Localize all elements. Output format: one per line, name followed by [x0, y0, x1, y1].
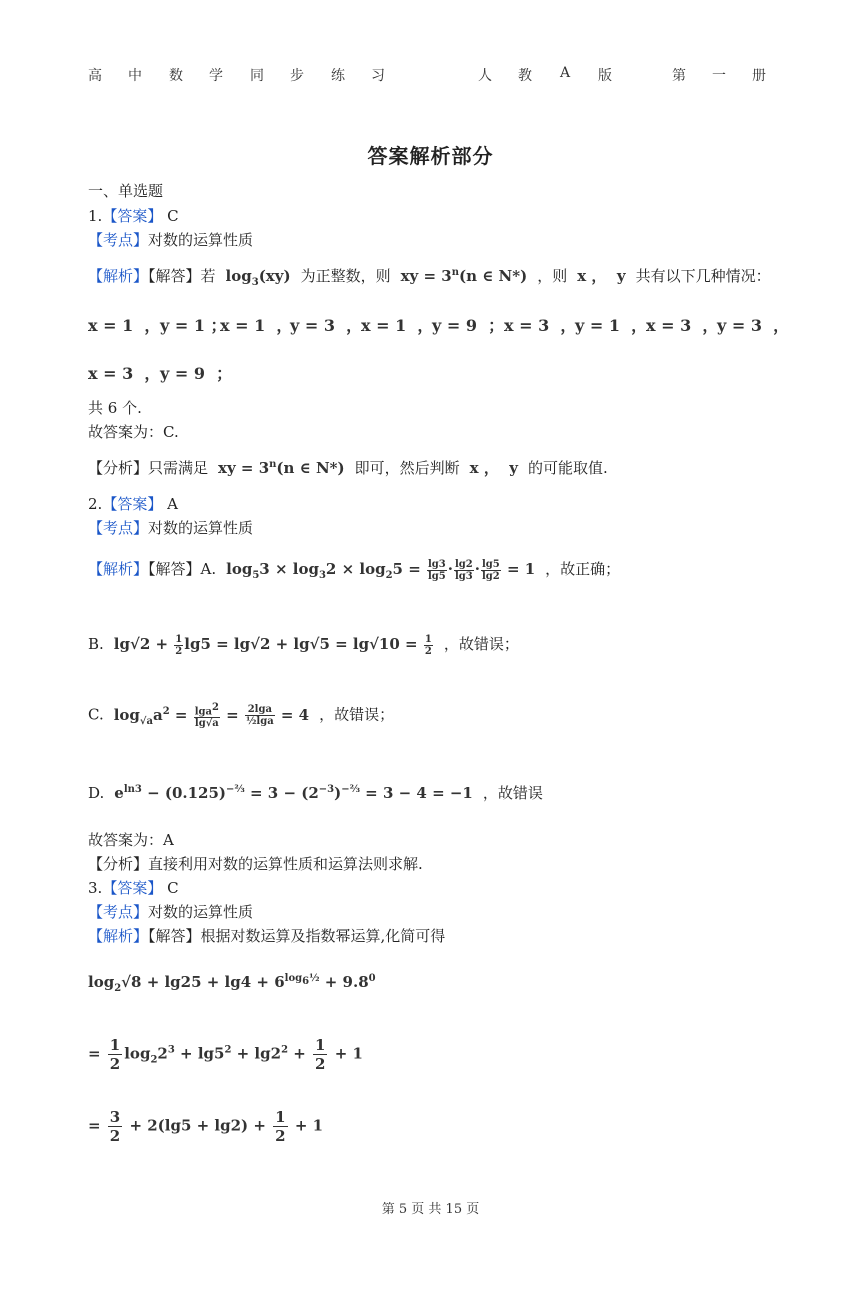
analysis-tag: 【解析】 [88, 560, 149, 578]
header-char: 数 [169, 68, 183, 84]
solve-tag: 【解答】若 [148, 267, 216, 285]
analysis-text: 为正整数，则 [300, 267, 391, 285]
math-formula: $\log_3(xy)$ [220, 267, 296, 288]
header-char: 步 [290, 68, 304, 84]
answer-value: C [162, 879, 179, 897]
answer-value: C [162, 207, 179, 225]
option-end: ，故正确； [545, 560, 621, 578]
fenxi-end: 的可能取值. [528, 459, 608, 477]
analysis-text: ，则 [537, 267, 568, 285]
math-formula: $\log_{√a}a^2$ = $\frac{\lg a^2}{\lg√a}$ = $\frac{2\lg a}{\text{½lga}}$ = 4 [108, 702, 315, 730]
solve-text: 【解答】根据对数运算及指数幂运算,化简可得 [148, 927, 446, 945]
answer-tag: 【答案】 [102, 879, 163, 897]
q3-point-line [88, 901, 253, 922]
q1-conclusion: 故答案为：C. [88, 423, 179, 441]
header-char: 学 [209, 68, 223, 84]
q1-analysis-line [88, 265, 771, 288]
answer-tag: 【答案】 [102, 207, 163, 225]
analysis-tag: 【解析】 [88, 267, 149, 285]
point-text: 对数的运算性质 [148, 903, 254, 921]
q3-formula-1: $\log_2√8 + \lg 25 + \lg 4 + 6^{log_6\frac{1}{2}} + 9.8^0$ [88, 973, 376, 994]
math-formula: lg√2 + $\frac{1}{2}$ lg5 = lg√2 + lg√5 = lg√10 = $\frac{1}{2}$ [108, 633, 432, 657]
point-text: 对数的运算性质 [148, 231, 254, 249]
fenxi-tag: 【分析】只需满足 [88, 459, 209, 477]
option-label: D. [88, 784, 105, 802]
q3-formula-2: = $\frac{1}{2}$ $\log_22^3 + \lg 5^2 + \lg 2^2$ + $\frac{1}{2}$ + 1 [88, 1036, 363, 1073]
q3-solve-line [88, 925, 445, 946]
point-tag: 【考点】 [88, 231, 149, 249]
point-tag: 【考点】 [88, 903, 149, 921]
answer-value: A [162, 495, 178, 513]
header-char: 一 [712, 68, 726, 84]
q2-point-line [88, 517, 253, 538]
q2-conclusion: 故答案为：A [88, 831, 174, 849]
option-end: ，故错误 [482, 784, 543, 802]
math-formula: x ， y [464, 459, 524, 477]
question-number: 2. [88, 495, 103, 513]
q2-answer-line [88, 493, 178, 514]
math-formula: x ， y [572, 267, 631, 285]
header-char: 习 [371, 68, 385, 84]
header-char: A [560, 65, 571, 81]
point-tag: 【考点】 [88, 519, 149, 537]
q3-answer-line [88, 877, 179, 898]
header-char: 教 [518, 68, 532, 84]
header-char: 同 [250, 68, 264, 84]
header-char: 练 [331, 68, 345, 84]
q1-answer-line [88, 205, 179, 226]
q2-option-c [88, 702, 394, 729]
q2-option-b [88, 633, 519, 657]
math-formula: xy = $3^n(n$ ∈ N*) [395, 267, 533, 285]
analysis-tag: 【解析】 [88, 927, 149, 945]
math-formula: xy = $3^n(n$ ∈ N*) [212, 459, 350, 477]
page-title: 答案解析部分 [367, 144, 494, 168]
header-char: 册 [752, 68, 766, 84]
header-char: 人 [478, 68, 492, 84]
analysis-text: 共有以下几种情况： [635, 267, 771, 285]
question-number: 3. [88, 879, 103, 897]
q1-count: 共 6 个. [88, 399, 142, 417]
header-char: 第 [672, 68, 686, 84]
q2-option-d [88, 782, 543, 803]
solve-tag: 【解答】A. [148, 560, 217, 578]
header-char: 中 [128, 68, 142, 84]
q2-option-a [88, 558, 620, 582]
q3-formula-3: = $\frac{3}{2}$ + 2(lg5 + lg2) + $\frac{1}{2}$ + 1 [88, 1108, 324, 1145]
answer-tag: 【答案】 [102, 495, 163, 513]
header-char: 高 [88, 68, 102, 84]
option-label: B. [88, 635, 104, 653]
header-char: 版 [598, 68, 612, 84]
option-end: ，故错误； [443, 635, 519, 653]
section-heading: 一、单选题 [88, 182, 164, 200]
q1-fenxi-line [88, 457, 608, 478]
point-text: 对数的运算性质 [148, 519, 254, 537]
option-end: ，故错误； [319, 705, 395, 724]
math-formula: $e^{ln3} - (0.125)^{-\frac{2}{3}} = 3 - (2^{-3})^{-\frac{2}{3}} = 3 - 4 = -1$ [109, 784, 479, 802]
math-formula: $\log_53 \times \log_32 \times \log_25$ = $\frac{\lg 3}{\lg 5}$ · $\frac{\lg 2}{\lg 3}$ · $\frac{\lg 5}{\lg 2}$ = 1 [220, 558, 541, 582]
fenxi-text: 即可，然后判断 [354, 459, 460, 477]
page-footer: 第 5 页 共 15 页 [381, 1202, 480, 1217]
option-label: C. [88, 705, 104, 724]
question-number: 1. [88, 207, 103, 225]
q2-fenxi: 【分析】直接利用对数的运算性质和运算法则求解. [88, 855, 423, 873]
q1-point-line [88, 229, 253, 250]
